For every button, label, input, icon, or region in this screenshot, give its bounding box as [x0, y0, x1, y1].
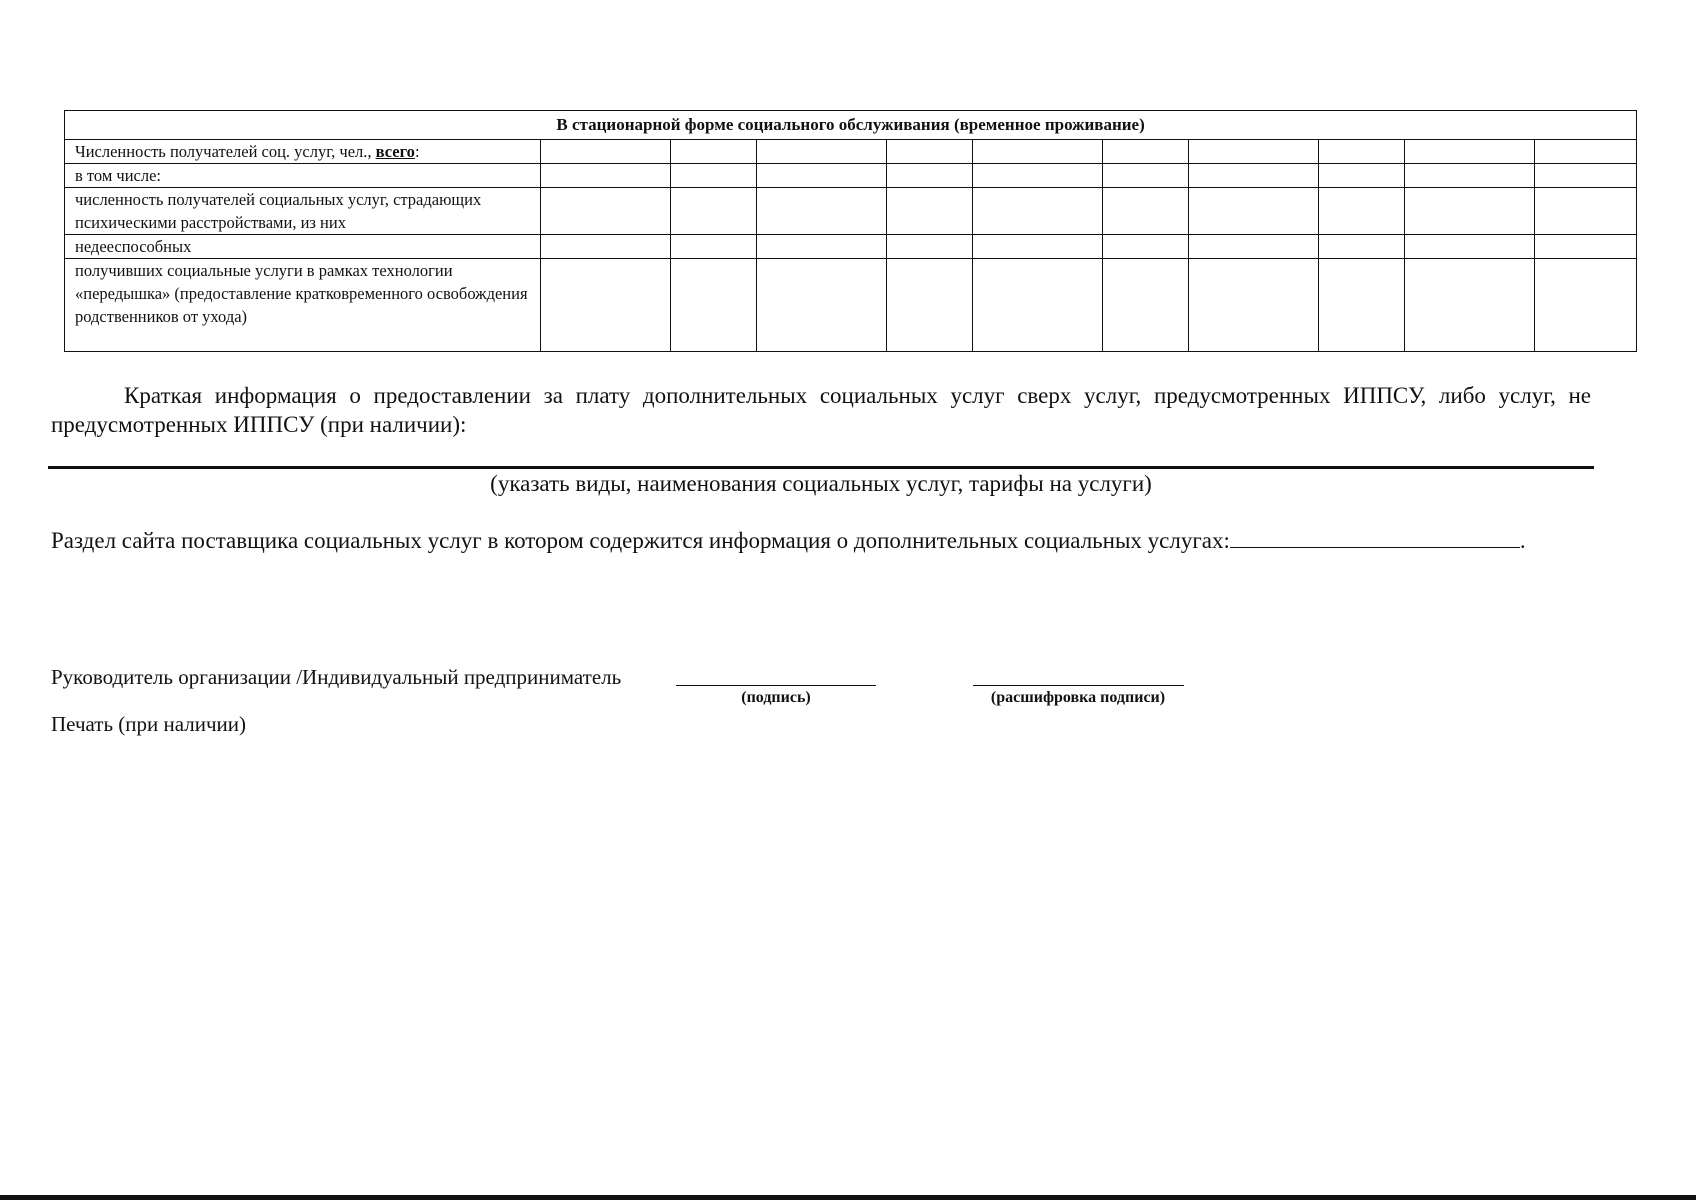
table-cell[interactable]	[1103, 259, 1189, 352]
table-row	[65, 188, 1637, 235]
table-cell[interactable]	[1535, 259, 1637, 352]
table-cell[interactable]	[1535, 140, 1637, 164]
table-cell[interactable]	[1319, 188, 1405, 235]
table-cell[interactable]	[973, 164, 1103, 188]
table-cell[interactable]	[887, 259, 973, 352]
table-cell[interactable]	[671, 140, 757, 164]
table-cell[interactable]	[887, 140, 973, 164]
site-section-paragraph: Раздел сайта поставщика социальных услуг в котором содержится информация о дополнительных социальных услугах: .	[51, 525, 1591, 555]
table-cell[interactable]	[1405, 259, 1535, 352]
site-section-label: Раздел сайта поставщика социальных услуг в котором содержится информация о дополнительных социальных услугах:	[51, 528, 1230, 553]
scan-edge	[0, 1195, 1696, 1200]
table-cell[interactable]	[757, 188, 887, 235]
table-cell[interactable]	[1405, 235, 1535, 259]
table-cell[interactable]	[1319, 140, 1405, 164]
table-row	[65, 140, 1637, 164]
table-cell[interactable]	[1535, 188, 1637, 235]
table-cell[interactable]	[671, 235, 757, 259]
table-cell[interactable]	[973, 188, 1103, 235]
table-cell[interactable]	[1189, 188, 1319, 235]
recipients-table	[64, 110, 1637, 352]
table-cell[interactable]	[541, 259, 671, 352]
signature-decoding-caption: (расшифровка подписи)	[990, 689, 1166, 706]
table-cell[interactable]	[973, 259, 1103, 352]
signature-field[interactable]	[676, 685, 876, 686]
signature-decoding-field[interactable]	[973, 685, 1184, 686]
table-cell[interactable]	[1103, 140, 1189, 164]
table-row	[65, 259, 1637, 352]
table-cell[interactable]	[671, 188, 757, 235]
table-cell[interactable]	[1405, 140, 1535, 164]
paid-services-paragraph: Краткая информация о предоставлении за плату дополнительных социальных услуг сверх услуг, предусмотренных ИППСУ, либо услуг, не предусмотренных ИППСУ (при наличии):	[51, 383, 1591, 437]
table-row	[65, 235, 1637, 259]
row-label-total: Численность получателей соц. услуг, чел., всего:	[65, 140, 541, 164]
table-cell[interactable]	[541, 235, 671, 259]
table-cell[interactable]	[973, 235, 1103, 259]
table-cell[interactable]	[1189, 140, 1319, 164]
table-cell[interactable]	[1189, 235, 1319, 259]
table-cell[interactable]	[1103, 235, 1189, 259]
table-cell[interactable]	[887, 164, 973, 188]
table-cell[interactable]	[1535, 235, 1637, 259]
row-label-respite: получивших социальные услуги в рамках технологии «передышка» (предоставление кратковременного освобождения родственников от ухода)	[65, 259, 541, 352]
table-cell[interactable]	[757, 259, 887, 352]
table-cell[interactable]	[1405, 188, 1535, 235]
table-cell[interactable]	[671, 259, 757, 352]
table-header: В стационарной форме социального обслуживания (временное проживание)	[65, 111, 1637, 140]
table-cell[interactable]	[541, 140, 671, 164]
row-label-incapacitated: недееспособных	[65, 235, 541, 259]
table-cell[interactable]	[973, 140, 1103, 164]
table-cell[interactable]	[757, 164, 887, 188]
table-row	[65, 164, 1637, 188]
table-cell[interactable]	[671, 164, 757, 188]
table-cell[interactable]	[1319, 259, 1405, 352]
table-cell[interactable]	[1319, 235, 1405, 259]
table-cell[interactable]	[1405, 164, 1535, 188]
table-cell[interactable]	[541, 164, 671, 188]
table-cell[interactable]	[757, 140, 887, 164]
table-cell[interactable]	[887, 188, 973, 235]
table-cell[interactable]	[757, 235, 887, 259]
table-cell[interactable]	[887, 235, 973, 259]
table-cell[interactable]	[1189, 164, 1319, 188]
table-cell[interactable]	[1535, 164, 1637, 188]
site-section-field[interactable]	[1230, 525, 1520, 548]
head-of-organization-label: Руководитель организации /Индивидуальный предприниматель	[51, 665, 622, 689]
stamp-label: Печать (при наличии)	[51, 712, 247, 736]
row-label-mental-disorders: численность получателей социальных услуг, страдающих психическими расстройствами, из них	[65, 188, 541, 235]
row-label-including: в том числе:	[65, 164, 541, 188]
fill-in-hint: (указать виды, наименования социальных услуг, тарифы на услуги)	[490, 471, 1152, 496]
signature-caption: (подпись)	[741, 689, 811, 706]
table-cell[interactable]	[541, 188, 671, 235]
table-cell[interactable]	[1103, 188, 1189, 235]
table-cell[interactable]	[1319, 164, 1405, 188]
table-cell[interactable]	[1103, 164, 1189, 188]
table-cell[interactable]	[1189, 259, 1319, 352]
